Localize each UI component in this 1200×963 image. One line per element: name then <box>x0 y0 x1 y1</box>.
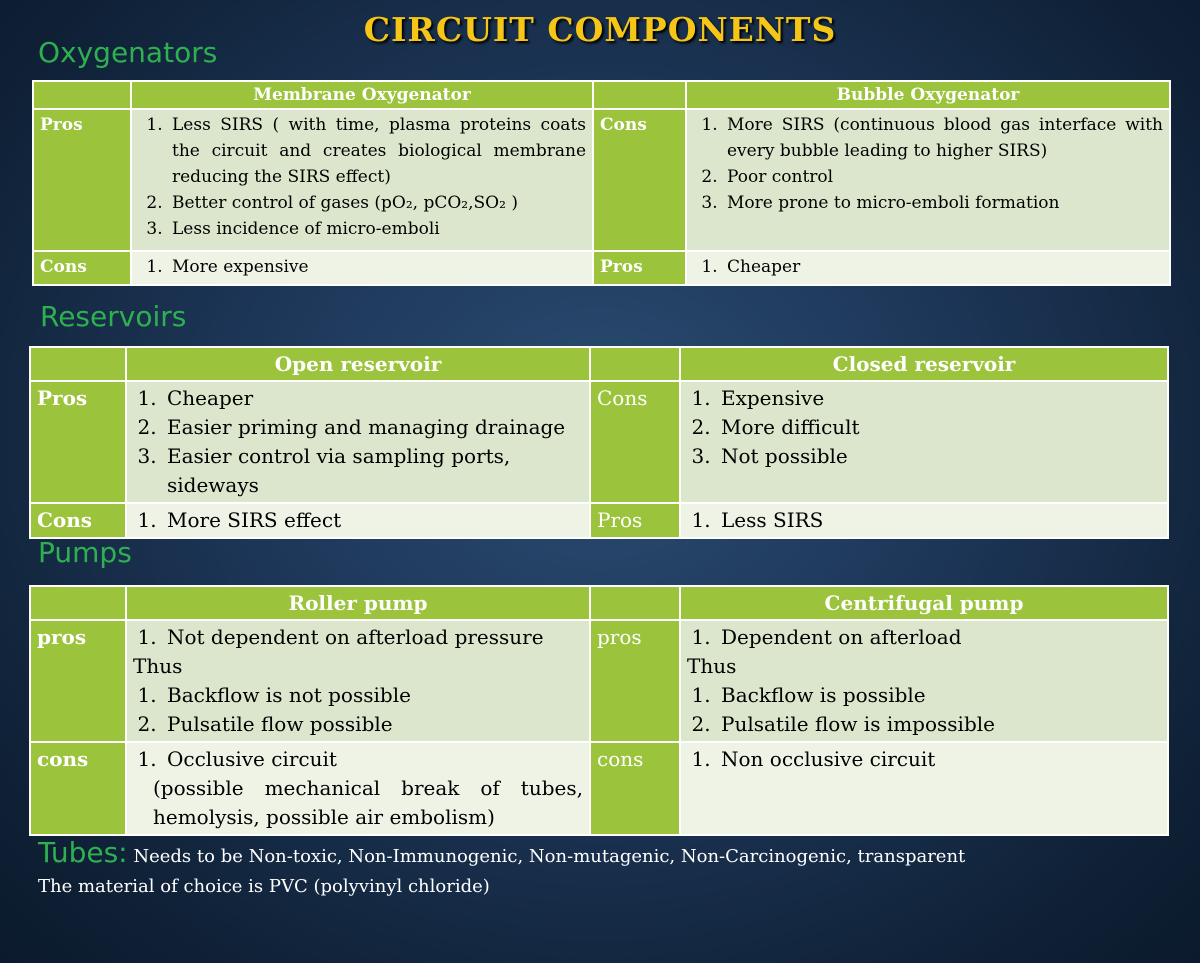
section-heading-tubes: Tubes: <box>38 836 128 869</box>
list-item: 1. Expensive <box>717 384 1161 413</box>
header-empty <box>30 347 126 381</box>
list-item: 2. Pulsatile flow is impossible <box>717 710 1161 739</box>
list-item: 1. Non occlusive circuit <box>717 745 1161 774</box>
row-label-cons: cons <box>30 742 126 835</box>
list-item: 2. Easier priming and managing drainage <box>163 413 583 442</box>
list-item: 2. Poor control <box>723 164 1163 190</box>
bubble-pros-cell <box>686 251 1170 285</box>
bubble-cons-list <box>693 112 1163 216</box>
roller-cons-cell <box>126 742 590 835</box>
open-pros-cell <box>126 381 590 503</box>
section-heading-pumps: Pumps <box>38 536 132 569</box>
roller-pros-cell <box>126 620 590 742</box>
header-empty <box>590 586 680 620</box>
tubes-section <box>38 838 965 902</box>
tubes-material: The material of choice is PVC (polyvinyl chloride) <box>38 876 490 897</box>
header-closed-reservoir: Closed reservoir <box>680 347 1168 381</box>
row-label-pros: pros <box>30 620 126 742</box>
list-item: 2. Better control of gases (pO₂, pCO₂,SO₂ ) <box>168 190 586 216</box>
open-cons-list <box>133 506 583 535</box>
closed-cons-list <box>687 384 1161 471</box>
tubes-line-1 <box>38 838 965 872</box>
row-label-pros: Pros <box>33 109 131 251</box>
centrifugal-cons-list <box>687 745 1161 774</box>
header-empty <box>33 81 131 109</box>
row-label-cons: Cons <box>30 503 126 538</box>
reservoirs-table <box>29 346 1169 539</box>
header-bubble-oxygenator: Bubble Oxygenator <box>686 81 1170 109</box>
list-item: 1. Backflow is not possible <box>163 681 583 710</box>
row-label-cons: Cons <box>33 251 131 285</box>
header-empty <box>30 586 126 620</box>
list-item: 1. More SIRS (continuous blood gas interface with every bubble leading to higher SIRS) <box>723 112 1163 164</box>
list-item: 2. More difficult <box>717 413 1161 442</box>
pumps-table <box>29 585 1169 836</box>
membrane-cons-cell <box>131 251 593 285</box>
header-empty <box>590 347 680 381</box>
roller-cons-list <box>133 745 583 774</box>
list-item: 1. Cheaper <box>723 254 1163 280</box>
list-item: 1. Cheaper <box>163 384 583 413</box>
header-empty <box>593 81 686 109</box>
page-title: CIRCUIT COMPONENTS <box>363 10 837 49</box>
list-item: 3. More prone to micro-emboli formation <box>723 190 1163 216</box>
header-membrane-oxygenator: Membrane Oxygenator <box>131 81 593 109</box>
bubble-pros-list <box>693 254 1163 280</box>
oxygenators-table <box>32 80 1171 286</box>
closed-cons-cell <box>680 381 1168 503</box>
row-label-pros: pros <box>590 620 680 742</box>
centrifugal-pros-first <box>687 623 1161 652</box>
header-roller-pump: Roller pump <box>126 586 590 620</box>
bubble-cons-cell <box>686 109 1170 251</box>
list-item: 1. Backflow is possible <box>717 681 1161 710</box>
section-heading-reservoirs: Reservoirs <box>40 300 187 333</box>
row-label-pros: Pros <box>593 251 686 285</box>
list-item: 1. Occlusive circuit <box>163 745 583 774</box>
centrifugal-pros-list <box>687 681 1161 739</box>
thus-text: Thus <box>133 654 183 678</box>
row-label-pros: Pros <box>30 381 126 503</box>
list-item: 2. Pulsatile flow possible <box>163 710 583 739</box>
centrifugal-pros-cell <box>680 620 1168 742</box>
list-item: 1. More expensive <box>168 254 586 280</box>
centrifugal-cons-cell <box>680 742 1168 835</box>
list-item: 3. Not possible <box>717 442 1161 471</box>
list-item: 1. More SIRS effect <box>163 506 583 535</box>
list-item: 1. Less SIRS ( with time, plasma proteins coats the circuit and creates biological membrane reducing the SIRS effect) <box>168 112 586 190</box>
roller-pros-list <box>133 681 583 739</box>
closed-pros-cell <box>680 503 1168 538</box>
thus-text: Thus <box>687 654 737 678</box>
membrane-pros-list <box>138 112 586 242</box>
header-centrifugal-pump: Centrifugal pump <box>680 586 1168 620</box>
list-item: 3. Less incidence of micro-emboli <box>168 216 586 242</box>
section-heading-oxygenators: Oxygenators <box>38 36 218 69</box>
list-item: 1. Not dependent on afterload pressure <box>163 623 583 652</box>
list-item: 1. Dependent on afterload <box>717 623 1161 652</box>
open-cons-cell <box>126 503 590 538</box>
membrane-cons-list <box>138 254 586 280</box>
roller-cons-note: (possible mechanical break of tubes, hemolysis, possible air embolism) <box>153 776 583 829</box>
list-item: 3. Easier control via sampling ports, sideways <box>163 442 583 500</box>
row-label-pros: Pros <box>590 503 680 538</box>
row-label-cons: Cons <box>593 109 686 251</box>
header-open-reservoir: Open reservoir <box>126 347 590 381</box>
closed-pros-list <box>687 506 1161 535</box>
membrane-pros-cell <box>131 109 593 251</box>
tubes-requirements: Needs to be Non-toxic, Non-Immunogenic, Non-mutagenic, Non-Carcinogenic, transparent <box>133 846 966 867</box>
list-item: 1. Less SIRS <box>717 506 1161 535</box>
row-label-cons: cons <box>590 742 680 835</box>
open-pros-list <box>133 384 583 500</box>
roller-pros-first <box>133 623 583 652</box>
row-label-cons: Cons <box>590 381 680 503</box>
